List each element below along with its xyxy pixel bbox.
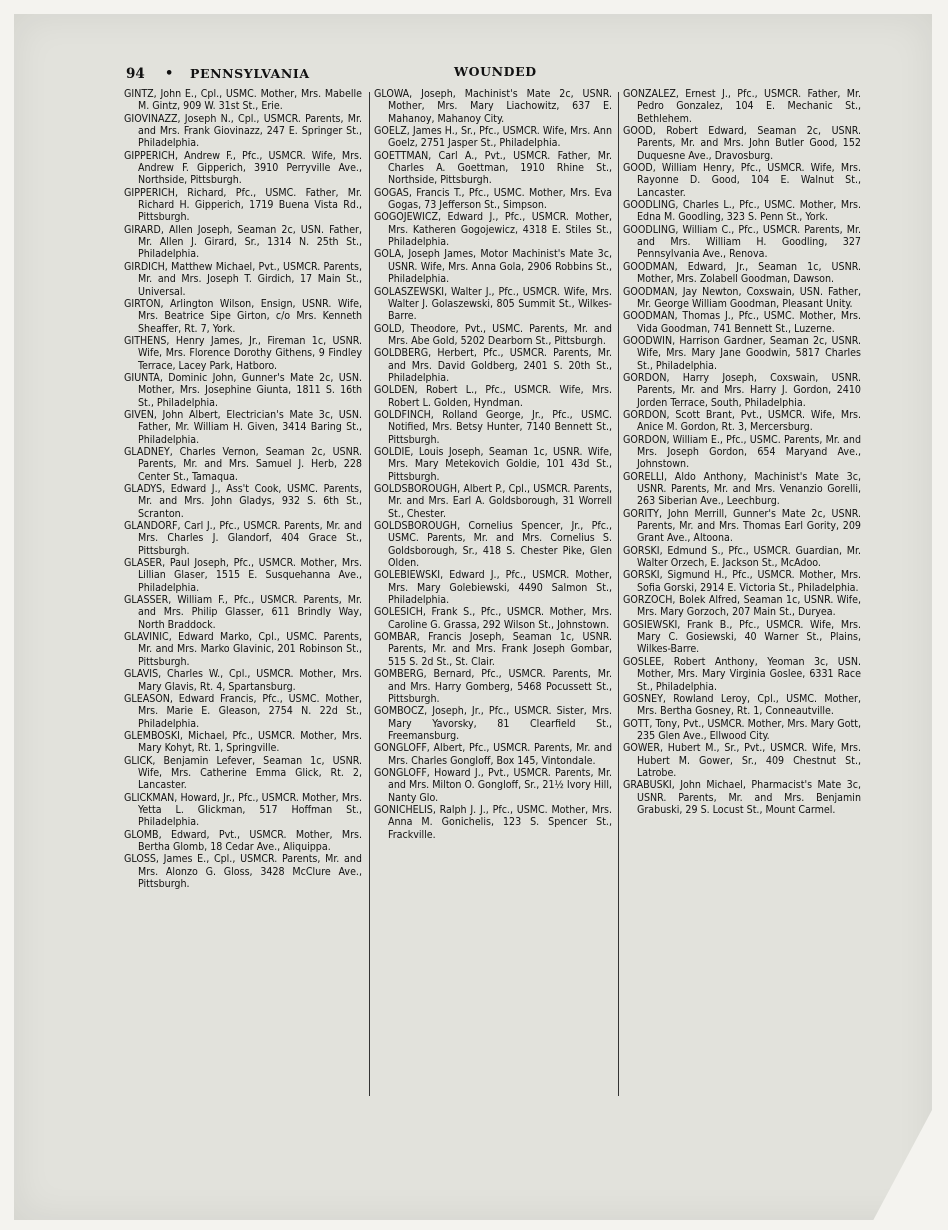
casualty-entry: GORDON, Harry Joseph, Coxswain, USNR. Parents, Mr. and Mrs. Harry J. Gordon, 2410 Jorden Terrace, South, Philadelphia. — [623, 371, 861, 409]
casualty-entry: GORSKI, Edmund S., Pfc., USMCR. Guardian, Mr. Walter Orzech, E. Jackson St., McAdoo. — [623, 544, 861, 570]
casualty-entry: GOLDEN, Robert L., Pfc., USMCR. Wife, Mrs. Robert L. Golden, Hyndman. — [374, 384, 612, 409]
state-heading: PENNSYLVANIA — [190, 66, 310, 81]
casualty-entry: GORDON, William E., Pfc., USMC. Parents, Mr. and Mrs. Joseph Gordon, 654 Maryand Ave., Johnstown. — [623, 433, 861, 471]
casualty-entry: GONGLOFF, Howard J., Pvt., USMCR. Parents, Mr. and Mrs. Milton O. Gongloff, Sr., 21½ Ivory Hill, Nanty Glo. — [374, 766, 612, 804]
casualty-entry: GORITY, John Merrill, Gunner's Mate 2c, USNR. Parents, Mr. and Mrs. Thomas Earl Gority, 209 Grant Ave., Altoona. — [623, 507, 861, 545]
casualty-entry: GOOD, Robert Edward, Seaman 2c, USNR. Parents, Mr. and Mrs. John Butler Good, 152 Duquesne Ave., Dravosburg. — [623, 125, 861, 162]
casualty-entry: GLICKMAN, Howard, Jr., Pfc., USMCR. Mother, Mrs. Yetta L. Glickman, 517 Hoffman St., Philadelphia. — [124, 791, 362, 829]
casualty-entry: GOMBOCZ, Joseph, Jr., Pfc., USMCR. Sister, Mrs. Mary Yavorsky, 81 Clearfield St., Freemansburg. — [374, 705, 612, 742]
casualty-entry: GIRARD, Allen Joseph, Seaman 2c, USN. Father, Mr. Allen J. Girard, Sr., 1314 N. 25th St., Philadelphia. — [124, 223, 362, 261]
casualty-entry: GOETTMAN, Carl A., Pvt., USMCR. Father, Mr. Charles A. Goettman, 1910 Rhine St., Northside, Pittsburgh. — [374, 149, 612, 187]
casualty-entry: GONICHELIS, Ralph J. J., Pfc., USMC. Mother, Mrs. Anna M. Gonichelis, 123 S. Spencer St., Frackville. — [374, 803, 612, 841]
casualty-entry: GIPPERICH, Richard, Pfc., USMC. Father, Mr. Richard H. Gipperich, 1719 Buena Vista Rd., Pittsburgh. — [124, 186, 362, 224]
casualty-entry: GOLD, Theodore, Pvt., USMC. Parents, Mr. and Mrs. Abe Gold, 5202 Dearborn St., Pittsburgh. — [374, 322, 612, 347]
casualty-entry: GONGLOFF, Albert, Pfc., USMCR. Parents, Mr. and Mrs. Charles Gongloff, Box 145, Vintondale. — [374, 742, 612, 767]
casualty-entry: GLOWA, Joseph, Machinist's Mate 2c, USNR. Mother, Mrs. Mary Liachowitz, 637 E. Mahanoy, Mahanoy City. — [374, 88, 612, 125]
casualty-entry: GOSLEE, Robert Anthony, Yeoman 3c, USN. Mother, Mrs. Mary Virginia Goslee, 6331 Race St., Philadelphia. — [623, 655, 861, 693]
casualty-entry: GLEASON, Edward Francis, Pfc., USMC. Mother, Mrs. Marie E. Gleason, 2754 N. 22d St., Philadelphia. — [124, 692, 362, 730]
casualty-entry: GLICK, Benjamin Lefever, Seaman 1c, USNR. Wife, Mrs. Catherine Emma Glick, Rt. 2, Lancaster. — [124, 754, 362, 792]
section-heading: WOUNDED — [454, 64, 537, 79]
casualty-entry: GOTT, Tony, Pvt., USMCR. Mother, Mrs. Mary Gott, 235 Glen Ave., Ellwood City. — [623, 717, 861, 742]
casualty-entry: GOODMAN, Thomas J., Pfc., USMC. Mother, Mrs. Vida Goodman, 741 Bennett St., Luzerne. — [623, 310, 861, 335]
casualty-entry: GORSKI, Sigmund H., Pfc., USMCR. Mother, Mrs. Sofia Gorski, 2914 E. Victoria St., Philadelphia. — [623, 569, 861, 594]
casualty-entry: GOELZ, James H., Sr., Pfc., USMCR. Wife, Mrs. Ann Goelz, 2751 Jasper St., Philadelphia. — [374, 125, 612, 150]
casualty-entry: GOOD, William Henry, Pfc., USMCR. Wife, Mrs. Rayonne D. Good, 104 E. Walnut St., Lancaster. — [623, 162, 861, 199]
casualty-entry: GLASSER, William F., Pfc., USMCR. Parents, Mr. and Mrs. Philip Glasser, 611 Brindly Way, North Braddock. — [124, 594, 362, 631]
column-2 — [374, 88, 612, 841]
casualty-entry: GLASER, Paul Joseph, Pfc., USMCR. Mother, Mrs. Lillian Glaser, 1515 E. Susquehanna Ave., Philadelphia. — [124, 557, 362, 594]
casualty-entry: GOLASZEWSKI, Walter J., Pfc., USMCR. Wife, Mrs. Walter J. Golaszewski, 805 Summit St., Wilkes-Barre. — [374, 285, 612, 323]
page-number: 94 — [126, 66, 145, 82]
casualty-entry: GOODLING, Charles L., Pfc., USMC. Mother, Mrs. Edna M. Goodling, 323 S. Penn St., York. — [623, 199, 861, 224]
casualty-entry: GLOSS, James E., Cpl., USMCR. Parents, Mr. and Mrs. Alonzo G. Gloss, 3428 McClure Ave., Pittsburgh. — [124, 853, 362, 890]
header-bullet: • — [165, 66, 174, 81]
casualty-entry: GOODWIN, Harrison Gardner, Seaman 2c, USNR. Wife, Mrs. Mary Jane Goodwin, 5817 Charles St., Philadelphia. — [623, 334, 861, 372]
casualty-entry: GIPPERICH, Andrew F., Pfc., USMCR. Wife, Mrs. Andrew F. Gipperich, 3910 Perryville Ave., Northside, Pittsburgh. — [124, 149, 362, 187]
casualty-entry: GORZOCH, Bolek Alfred, Seaman 1c, USNR. Wife, Mrs. Mary Gorzoch, 207 Main St., Duryea. — [623, 594, 861, 619]
casualty-entry: GIRTON, Arlington Wilson, Ensign, USNR. Wife, Mrs. Beatrice Sipe Girton, c/o Mrs. Kenneth Sheaffer, Rt. 7, York. — [124, 297, 362, 335]
casualty-entry: GOLA, Joseph James, Motor Machinist's Mate 3c, USNR. Wife, Mrs. Anna Gola, 2906 Robbins St., Philadelphia. — [374, 248, 612, 286]
casualty-entry: GLADYS, Edward J., Ass't Cook, USMC. Parents, Mr. and Mrs. John Gladys, 932 S. 6th St., Scranton. — [124, 483, 362, 520]
column-divider — [369, 92, 370, 1096]
casualty-entry: GOLDBERG, Herbert, Pfc., USMCR. Parents, Mr. and Mrs. David Goldberg, 2401 S. 20th St., Philadelphia. — [374, 347, 612, 384]
casualty-entry: GIRDICH, Matthew Michael, Pvt., USMCR. Parents, Mr. and Mrs. Joseph T. Girdich, 17 Main St., Universal. — [124, 260, 362, 298]
casualty-entry: GITHENS, Henry James, Jr., Fireman 1c, USNR. Wife, Mrs. Florence Dorothy Githens, 9 Findley Terrace, Lacey Park, Hatboro. — [124, 334, 362, 372]
casualty-entry: GOODMAN, Jay Newton, Coxswain, USN. Father, Mr. George William Goodman, Pleasant Unity. — [623, 285, 861, 310]
casualty-entry: GONZALEZ, Ernest J., Pfc., USMCR. Father, Mr. Pedro Gonzalez, 104 E. Mechanic St., Bethlehem. — [623, 88, 861, 125]
casualty-entry: GOSIEWSKI, Frank B., Pfc., USMCR. Wife, Mrs. Mary C. Gosiewski, 40 Warner St., Plains, Wilkes-Barre. — [623, 618, 861, 656]
casualty-entry: GOODLING, William C., Pfc., USMCR. Parents, Mr. and Mrs. William H. Goodling, 327 Pennsylvania Ave., Renova. — [623, 223, 861, 261]
casualty-entry: GOMBERG, Bernard, Pfc., USMCR. Parents, Mr. and Mrs. Harry Gomberg, 5468 Pocussett St., Pittsburgh. — [374, 668, 612, 705]
column-3 — [623, 88, 861, 816]
casualty-entry: GINTZ, John E., Cpl., USMC. Mother, Mrs. Mabelle M. Gintz, 909 W. 31st St., Erie. — [124, 88, 362, 113]
casualty-entry: GOLDSBOROUGH, Albert P., Cpl., USMCR. Parents, Mr. and Mrs. Earl A. Goldsborough, 31 Worrell St., Chester. — [374, 483, 612, 520]
casualty-entry: GOMBAR, Francis Joseph, Seaman 1c, USNR. Parents, Mr. and Mrs. Frank Joseph Gombar, 515 S. 2d St., St. Clair. — [374, 631, 612, 668]
casualty-entry: GOLDFINCH, Rolland George, Jr., Pfc., USMC. Notified, Mrs. Betsy Hunter, 7140 Bennett St., Pittsburgh. — [374, 408, 612, 446]
casualty-entry: GOGOJEWICZ, Edward J., Pfc., USMCR. Mother, Mrs. Katheren Gogojewicz, 4318 E. Stiles St., Philadelphia. — [374, 211, 612, 249]
casualty-entry: GIOVINAZZ, Joseph N., Cpl., USMCR. Parents, Mr. and Mrs. Frank Giovinazz, 247 E. Springer St., Philadelphia. — [124, 112, 362, 150]
casualty-entry: GOLDSBOROUGH, Cornelius Spencer, Jr., Pfc., USMC. Parents, Mr. and Mrs. Cornelius S. Goldsborough, Sr., 418 S. Chester Pike, Glen Olden. — [374, 520, 612, 570]
casualty-entry: GLADNEY, Charles Vernon, Seaman 2c, USNR. Parents, Mr. and Mrs. Samuel J. Herb, 228 Center St., Tamaqua. — [124, 445, 362, 483]
casualty-entry: GLOMB, Edward, Pvt., USMCR. Mother, Mrs. Bertha Glomb, 18 Cedar Ave., Aliquippa. — [124, 828, 362, 853]
casualty-entry: GORELLI, Aldo Anthony, Machinist's Mate 3c, USNR. Parents, Mr. and Mrs. Venanzio Gorelli, 263 Siberian Ave., Leechburg. — [623, 470, 861, 508]
casualty-entry: GOGAS, Francis T., Pfc., USMC. Mother, Mrs. Eva Gogas, 73 Jefferson St., Simpson. — [374, 186, 612, 212]
casualty-entry: GOSNEY, Rowland Leroy, Cpl., USMC. Mother, Mrs. Bertha Gosney, Rt. 1, Conneautville. — [623, 692, 861, 718]
casualty-entry: GOWER, Hubert M., Sr., Pvt., USMCR. Wife, Mrs. Hubert M. Gower, Sr., 409 Chestnut St., Latrobe. — [623, 742, 861, 779]
casualty-entry: GORDON, Scott Brant, Pvt., USMCR. Wife, Mrs. Anice M. Gordon, Rt. 3, Mercersburg. — [623, 408, 861, 434]
column-1 — [124, 88, 362, 890]
casualty-entry: GOLEBIEWSKI, Edward J., Pfc., USMCR. Mother, Mrs. Mary Golebiewski, 4490 Salmon St., Philadelphia. — [374, 569, 612, 607]
casualty-entry: GIVEN, John Albert, Electrician's Mate 3c, USN. Father, Mr. William H. Given, 3414 Baring St., Philadelphia. — [124, 408, 362, 446]
casualty-entry: GRABUSKI, John Michael, Pharmacist's Mate 3c, USNR. Parents, Mr. and Mrs. Benjamin Grabuski, 29 S. Locust St., Mount Carmel. — [623, 779, 861, 816]
casualty-entry: GLEMBOSKI, Michael, Pfc., USMCR. Mother, Mrs. Mary Kohyt, Rt. 1, Springville. — [124, 729, 362, 755]
casualty-entry: GOODMAN, Edward, Jr., Seaman 1c, USNR. Mother, Mrs. Zolabell Goodman, Dawson. — [623, 260, 861, 286]
page-header — [0, 62, 948, 84]
column-divider — [618, 92, 619, 1096]
casualty-entry: GIUNTA, Dominic John, Gunner's Mate 2c, USN. Mother, Mrs. Josephine Giunta, 1811 S. 16th St., Philadelphia. — [124, 371, 362, 409]
casualty-entry: GLAVINIC, Edward Marko, Cpl., USMC. Parents, Mr. and Mrs. Marko Glavinic, 201 Robinson St., Pittsburgh. — [124, 631, 362, 668]
casualty-entry: GOLESICH, Frank S., Pfc., USMCR. Mother, Mrs. Caroline G. Grassa, 292 Wilson St., Johnstown. — [374, 606, 612, 631]
casualty-entry: GOLDIE, Louis Joseph, Seaman 1c, USNR. Wife, Mrs. Mary Metekovich Goldie, 101 43d St., Pittsburgh. — [374, 445, 612, 483]
casualty-entry: GLANDORF, Carl J., Pfc., USMCR. Parents, Mr. and Mrs. Charles J. Glandorf, 404 Grace St., Pittsburgh. — [124, 520, 362, 557]
casualty-entry: GLAVIS, Charles W., Cpl., USMCR. Mother, Mrs. Mary Glavis, Rt. 4, Spartansburg. — [124, 668, 362, 693]
